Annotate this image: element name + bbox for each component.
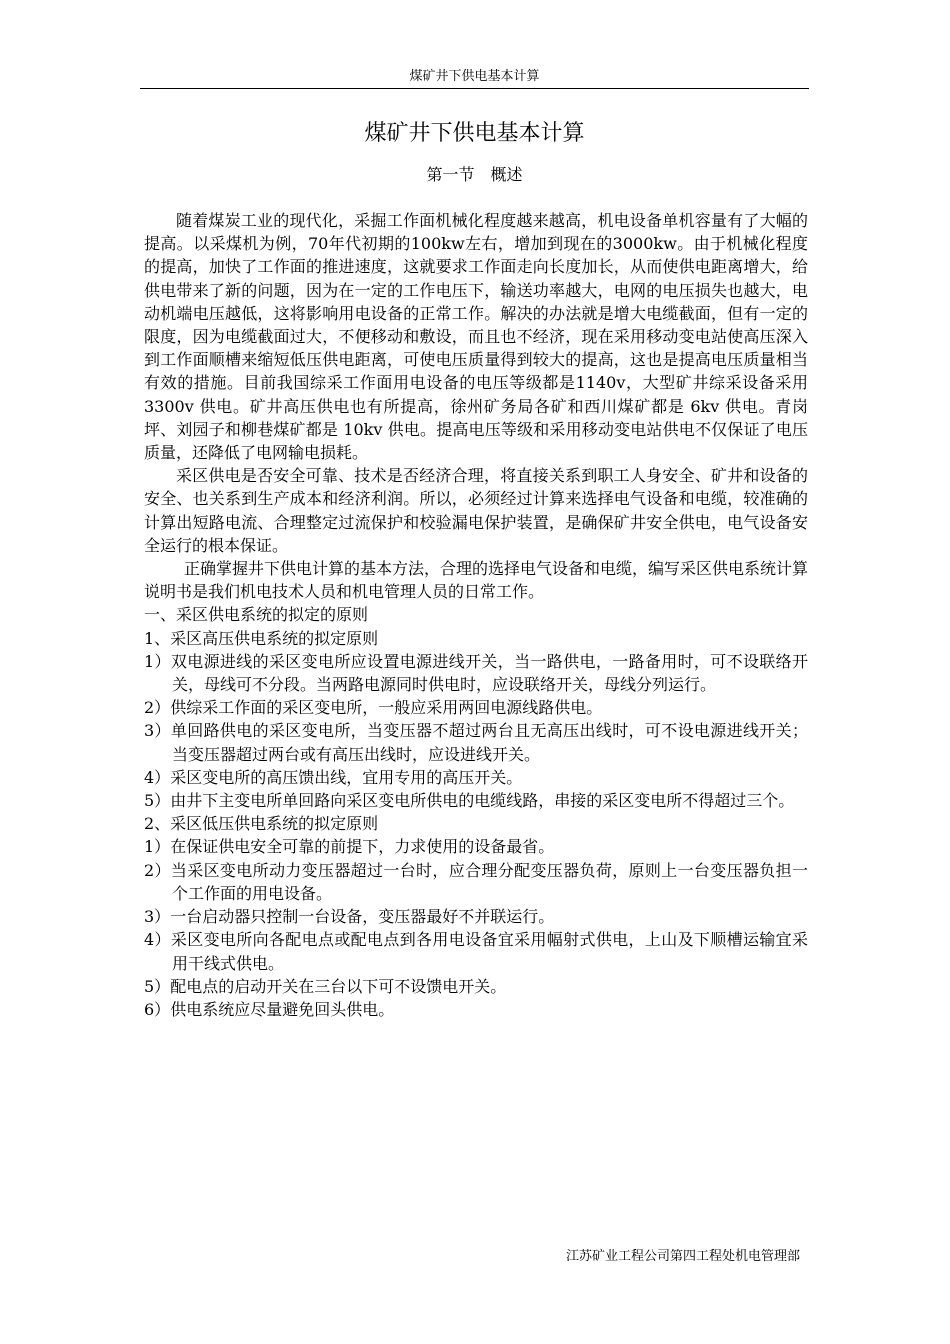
list-item-number: 1） (144, 651, 171, 671)
list-item (144, 696, 808, 719)
list-item-text: 单回路供电的采区变电所，当变压器不超过两台且无高压出线时，可不设电源进线开关；当变压器超过两台或有高压出线时，应设进线开关。 (170, 721, 808, 764)
list-item (144, 766, 808, 789)
paragraph: 随着煤炭工业的现代化，采掘工作面机械化程度越来越高，机电设备单机容量有了大幅的提高。以采煤机为例，70年代初期的100kw左右，增加到现在的3000kw。由于机械化程度的提高，加快了工作面的推进速度，这就要求工作面走向长度加长，从而使供电距离增大，给供电带来了新的问题，因为在一定的工作电压下，输送功率越大，电网的电压损失也越大，电动机端电压越低，这将影响用电设备的正常工作。解决的办法就是增大电缆截面，但有一定的限度，因为电缆截面过大，不便移动和敷设，而且也不经济，现在采用移动变电站使高压深入到工作面顺槽来缩短低压供电距离，可使电压质量得到较大的提高，这也是提高电压质量相当有效的措施。目前我国综采工作面用电设备的电压等级都是1140v，大型矿井综采设备采用 3300v 供电。矿井高压供电也有所提高，徐州矿务局各矿和西川煤矿都是 6kv 供电。青岗坪、刘园子和柳巷煤矿都是 10kv 供电。提高电压等级和采用移动变电站供电不仅保证了电压质量，还降低了电网输电损耗。 (144, 211, 808, 463)
list-item (144, 859, 808, 905)
paragraph: 采区供电是否安全可靠、技术是否经济合理，将直接关系到职工人身安全、矿井和设备的安全、也关系到生产成本和经济利润。所以，必须经过计算来选择电气设备和电缆，较准确的计算出短路电流、合理整定过流保护和校验漏电保护装置，是确保矿井安全供电，电气设备安全运行的根本保证。 (144, 466, 808, 555)
list-item-number: 4） (144, 767, 171, 787)
list-item-text: 采区变电所向各配电点或配电点到各用电设备宜采用幅射式供电，上山及下顺槽运输宜采用干线式供电。 (170, 930, 808, 973)
list-item-number: 2） (144, 698, 171, 718)
paragraph: 正确掌握井下供电计算的基本方法，合理的选择电气设备和电缆，编写采区供电系统计算说明书是我们机电技术人员和机电管理人员的日常工作。 (144, 559, 809, 602)
heading-1: 一、采区供电系统的拟定的原则 (144, 605, 369, 625)
page-header: 煤矿井下供电基本计算 (409, 69, 540, 84)
document-title: 煤矿井下供电基本计算 (364, 121, 585, 146)
header-rule (140, 88, 809, 89)
list-item (144, 975, 808, 998)
list-item-number: 2） (144, 860, 171, 880)
heading-1-1: 1、采区高压供电系统的拟定原则 (144, 628, 379, 648)
list-item (144, 650, 808, 696)
list-item-text: 供电系统应尽量避免回头供电。 (170, 999, 395, 1019)
list-item-text: 供综采工作面的采区变电所，一般应采用两回电源线路供电。 (170, 698, 603, 718)
list-item (144, 998, 808, 1021)
list-item-text: 由井下主变电所单回路向采区变电所供电的电缆线路，串接的采区变电所不得超过三个。 (170, 791, 795, 811)
list-item (144, 928, 808, 974)
list-item-number: 3） (144, 907, 171, 927)
list-item-text: 双电源进线的采区变电所应设置电源进线开关，当一路供电，一路备用时，可不设联络开关，母线可不分段。当两路电源同时供电时，应设联络开关，母线分列运行。 (170, 651, 808, 695)
list-item-number: 1） (144, 837, 171, 857)
list-item-text: 采区变电所的高压馈出线，宜用专用的高压开关。 (170, 767, 523, 787)
section-heading: 第一节 概述 (426, 165, 523, 184)
page-footer: 江苏矿业工程公司第四工程处机电管理部 (565, 1249, 800, 1264)
list-item (144, 905, 808, 928)
list-item-text: 在保证供电安全可靠的前提下，力求使用的设备最省。 (170, 837, 555, 857)
list-item-number: 6） (144, 999, 171, 1019)
list-item-text: 配电点的启动开关在三台以下可不设馈电开关。 (170, 976, 507, 996)
list-item-text: 当采区变电所动力变压器超过一台时，应合理分配变压器负荷，原则上一台变压器负担一个工作面的用电设备。 (170, 860, 808, 903)
document-body (144, 209, 808, 1021)
list-item-number: 4） (144, 930, 171, 950)
list-item (144, 835, 808, 858)
list-item-number: 5） (144, 791, 171, 811)
heading-1-2: 2、采区低压供电系统的拟定原则 (144, 814, 379, 834)
list-item (144, 719, 808, 765)
list-item (144, 789, 808, 812)
list-item-number: 3） (144, 721, 171, 741)
list-item-number: 5） (144, 976, 171, 996)
list-item-text: 一台启动器只控制一台设备，变压器最好不并联运行。 (170, 907, 555, 927)
